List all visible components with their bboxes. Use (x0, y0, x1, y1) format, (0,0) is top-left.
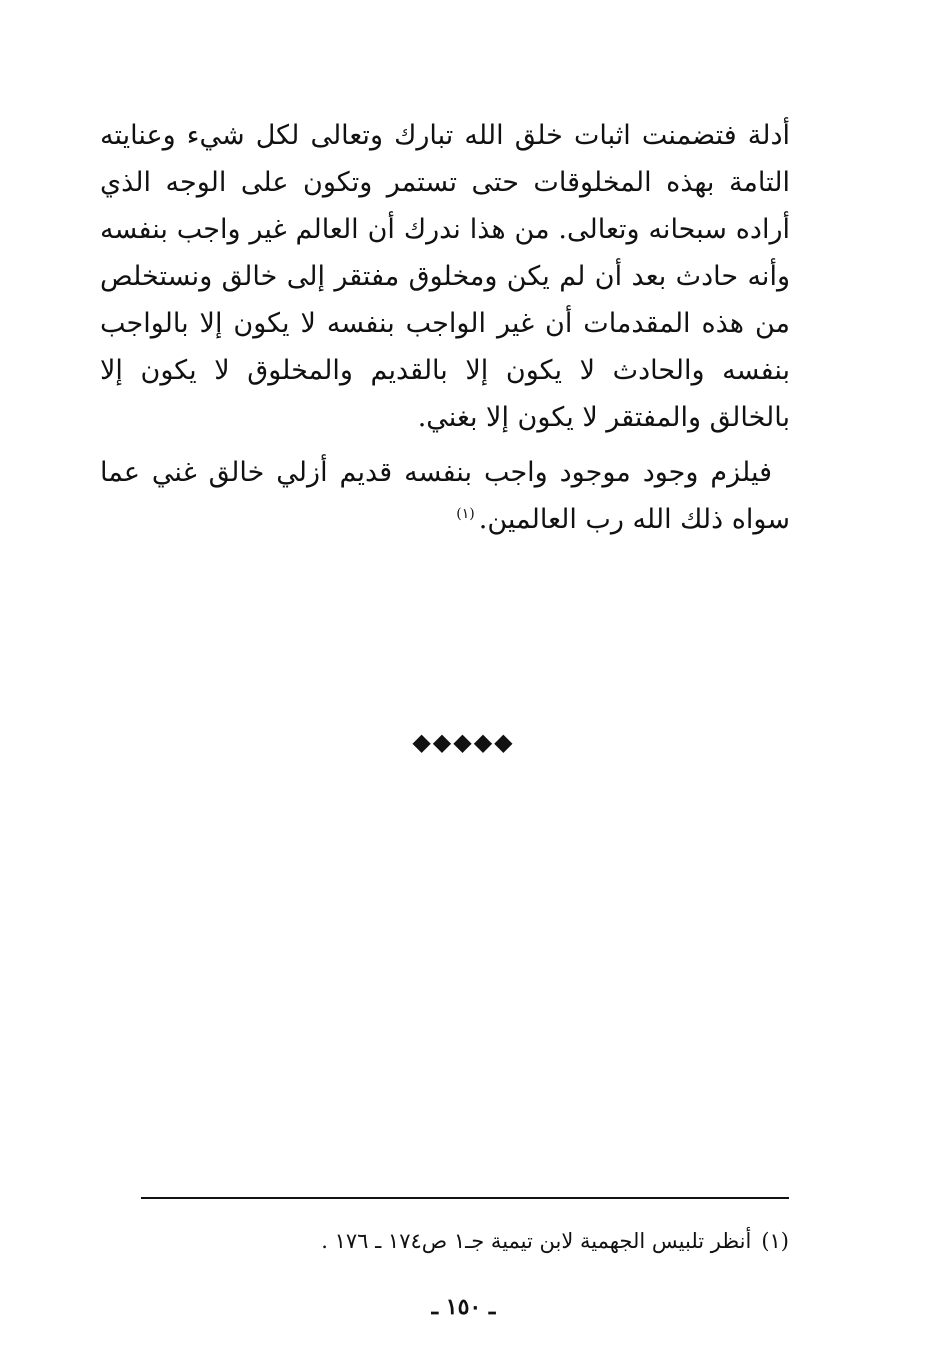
footnote-reference: (١) (456, 506, 475, 522)
paragraph-2-text: فيلزم وجود موجود واجب بنفسه قديم أزلي خالق غني عما سواه ذلك الله رب العالمين. (100, 457, 790, 535)
paragraph-2 (100, 449, 790, 543)
footnote-divider (141, 1197, 789, 1199)
section-separator: ◆◆◆◆◆ (412, 728, 515, 756)
page-number: ـ ١٥٠ ـ (431, 1294, 496, 1320)
main-text (100, 112, 790, 543)
footnote-marker: (١) (761, 1229, 789, 1253)
footnote (141, 1224, 789, 1258)
paragraph-1: أدلة فتضمنت اثبات خلق الله تبارك وتعالى لكل شيء وعنايته التامة بهذه المخلوقات حتى تستمر وتكون على الوجه الذي أراده سبحانه وتعالى. من هذا ندرك أن العالم غير واجب بنفسه وأنه حادث بعد أن لم يكن ومخلوق مفتقر إلى خالق ونستخلص من هذه المقدمات أن غير الواجب بنفسه لا يكون إلا بالواجب بنفسه والحادث لا يكون إلا بالقديم والمخلوق لا يكون إلا بالخالق والمفتقر لا يكون إلا بغني. (100, 120, 790, 433)
footnote-text: أنظر تلبيس الجهمية لابن تيمية جـ١ ص١٧٤ ـ ١٧٦ . (321, 1229, 752, 1253)
